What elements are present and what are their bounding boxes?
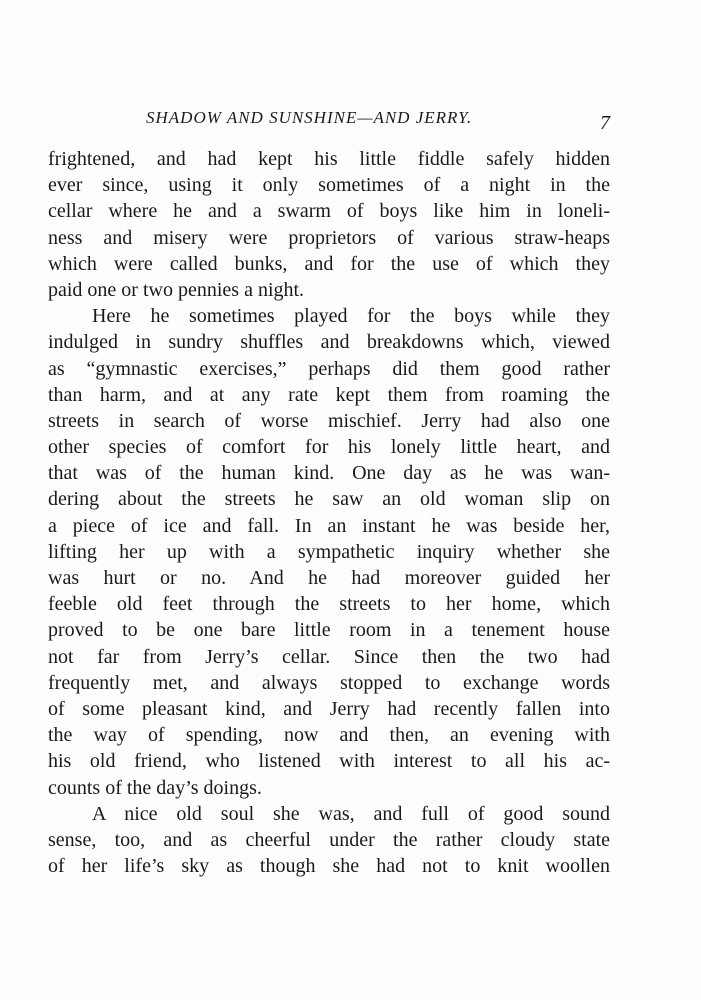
- text-line: than harm, and at any rate kept them from roaming the: [48, 383, 610, 406]
- text-line: his old friend, who listened with interest to all his ac-: [48, 750, 610, 773]
- text-line: proved to be one bare little room in a tenement house: [48, 619, 610, 642]
- running-head-title: SHADOW AND SUNSHINE—AND JERRY.: [146, 108, 473, 127]
- text-line: which were called bunks, and for the use of which they: [48, 252, 610, 275]
- text-line: not far from Jerry’s cellar. Since then the two had: [48, 645, 610, 668]
- text-line: other species of comfort for his lonely little heart, and: [48, 436, 610, 459]
- text-line: ever since, using it only sometimes of a night in the: [48, 174, 610, 197]
- text-line: cellar where he and a swarm of boys like him in loneli-: [48, 200, 610, 223]
- text-line: indulged in sundry shuffles and breakdowns which, viewed: [48, 331, 610, 354]
- text-line: of some pleasant kind, and Jerry had recently fallen into: [48, 697, 610, 720]
- text-line: streets in search of worse mischief. Jerry had also one: [48, 409, 610, 432]
- page-number: 7: [600, 112, 610, 134]
- body-text: [48, 146, 610, 879]
- text-line: sense, too, and as cheerful under the rather cloudy state: [48, 828, 610, 851]
- text-line: that was of the human kind. One day as he was wan-: [48, 462, 610, 485]
- text-line: Here he sometimes played for the boys while they: [92, 305, 610, 328]
- text-line: counts of the day’s doings.: [48, 776, 262, 799]
- text-line: the way of spending, now and then, an evening with: [48, 724, 610, 747]
- text-line: ness and misery were proprietors of various straw-heaps: [48, 226, 610, 249]
- text-line: of her life’s sky as though she had not to knit woollen: [48, 855, 610, 878]
- text-line: a piece of ice and fall. In an instant he was beside her,: [48, 514, 610, 537]
- text-line: as “gymnastic exercises,” perhaps did them good rather: [48, 357, 610, 380]
- text-line: A nice old soul she was, and full of good sound: [92, 802, 610, 825]
- text-line: frightened, and had kept his little fiddle safely hidden: [48, 148, 610, 170]
- text-line: paid one or two pennies a night.: [48, 278, 305, 301]
- text-line: dering about the streets he saw an old woman slip on: [48, 488, 610, 511]
- text-line: frequently met, and always stopped to exchange words: [48, 671, 610, 694]
- text-line: was hurt or no. And he had moreover guided her: [48, 567, 610, 589]
- text-line: feeble old feet through the streets to her home, which: [48, 593, 610, 616]
- text-line: lifting her up with a sympathetic inquiry whether she: [48, 540, 610, 563]
